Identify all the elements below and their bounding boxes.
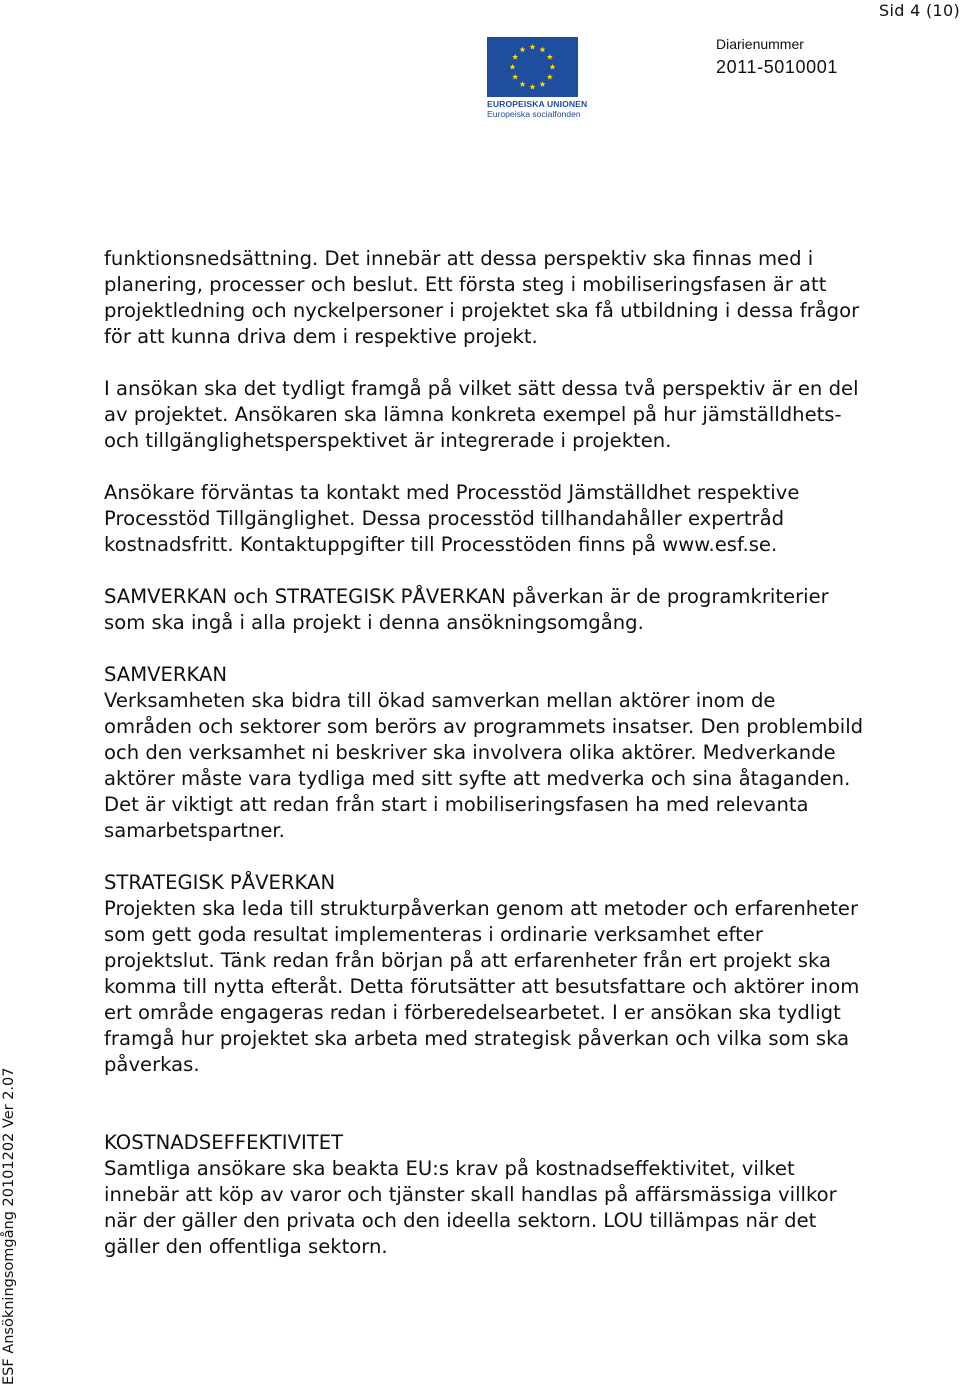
eu-logo-line2: Europeiska socialfonden <box>487 109 581 119</box>
paragraph-application-requirement <box>104 376 956 454</box>
text-line: samarbetspartner. <box>104 819 285 842</box>
text-line: som ska ingå i alla projekt i denna ansökningsomgång. <box>104 611 644 634</box>
text-line: innebär att köp av varor och tjänster skall handlas på affärsmässiga villkor <box>104 1183 837 1206</box>
text-line: projektslut. Tänk redan från början på att erfarenheter från ert projekt ska <box>104 949 831 972</box>
text-line: aktörer måste vara tydliga med sitt syfte att medverka och sina åtaganden. <box>104 767 851 790</box>
text-line: kostnadsfritt. Kontaktuppgifter till Processtöden finns på www.esf.se. <box>104 533 778 556</box>
paragraph-process-support <box>104 480 956 558</box>
text-line: Ansökare förväntas ta kontakt med Processtöd Jämställdhet respektive <box>104 481 800 504</box>
text-line: områden och sektorer som berörs av programmets insatser. Den problembild <box>104 715 864 738</box>
section-kostnadseffektivitet <box>104 1130 956 1260</box>
text-line: Projekten ska leda till strukturpåverkan genom att metoder och erfarenheter <box>104 897 859 920</box>
diarie-block <box>716 34 838 80</box>
text-line: ert område engageras redan i förberedelsearbetet. I er ansökan ska tydligt <box>104 1001 841 1024</box>
text-line: som gett goda resultat implementeras i ordinarie verksamhet efter <box>104 923 763 946</box>
section-heading: SAMVERKAN <box>104 663 228 686</box>
text-line: påverkas. <box>104 1053 200 1076</box>
text-line: I ansökan ska det tydligt framgå på vilket sätt dessa två perspektiv är en del <box>104 377 859 400</box>
text-line: för att kunna driva dem i respektive projekt. <box>104 325 538 348</box>
text-line: komma till nytta efteråt. Detta förutsätter att besutsfattare och aktörer inom <box>104 975 860 998</box>
text-line: projektledning och nyckelpersoner i projektet ska få utbildning i dessa frågor <box>104 299 860 322</box>
text-line: gäller den offentliga sektorn. <box>104 1235 388 1258</box>
text-line: planering, processer och beslut. Ett första steg i mobiliseringsfasen är att <box>104 273 827 296</box>
paragraph-perspectives <box>104 246 956 350</box>
text-line: funktionsnedsättning. Det innebär att dessa perspektiv ska finnas med i <box>104 247 814 270</box>
diarie-number: 2011-5010001 <box>716 57 838 77</box>
eu-flag-icon <box>487 37 578 97</box>
eu-logo-line1: EUROPEISKA UNIONEN <box>487 99 588 109</box>
text-line: framgå hur projektet ska arbeta med strategisk påverkan och vilka som ska <box>104 1027 850 1050</box>
document-body <box>104 246 956 1286</box>
eu-logo-text <box>487 99 588 119</box>
text-line: Samtliga ansökare ska beakta EU:s krav på kostnadseffektivitet, vilket <box>104 1157 795 1180</box>
section-samverkan <box>104 662 956 844</box>
paragraph-programme-criteria <box>104 584 956 636</box>
text-line: och den verksamhet ni beskriver ska involvera olika aktörer. Medverkande <box>104 741 836 764</box>
text-line: SAMVERKAN och STRATEGISK PÅVERKAN påverkan är de programkriterier <box>104 585 829 608</box>
diarie-label: Diarienummer <box>716 36 804 52</box>
section-strategisk-paverkan <box>104 870 956 1078</box>
eu-logo <box>487 37 588 119</box>
text-line: av projektet. Ansökaren ska lämna konkreta exempel på hur jämställdhets- <box>104 403 842 426</box>
text-line: och tillgänglighetsperspektivet är integrerade i projekten. <box>104 429 672 452</box>
section-heading: KOSTNADSEFFEKTIVITET <box>104 1131 344 1154</box>
text-line: när der gäller den privata och den ideella sektorn. LOU tillämpas när det <box>104 1209 817 1232</box>
side-footer-version: ESF Ansökningsomgång 20101202 Ver 2.07 <box>1 1067 17 1385</box>
text-line: Verksamheten ska bidra till ökad samverkan mellan aktörer inom de <box>104 689 776 712</box>
section-heading: STRATEGISK PÅVERKAN <box>104 871 336 894</box>
page-number: Sid 4 (10) <box>879 1 960 20</box>
text-line: Processtöd Tillgänglighet. Dessa processtöd tillhandahåller expertråd <box>104 507 785 530</box>
text-line: Det är viktigt att redan från start i mobiliseringsfasen ha med relevanta <box>104 793 809 816</box>
